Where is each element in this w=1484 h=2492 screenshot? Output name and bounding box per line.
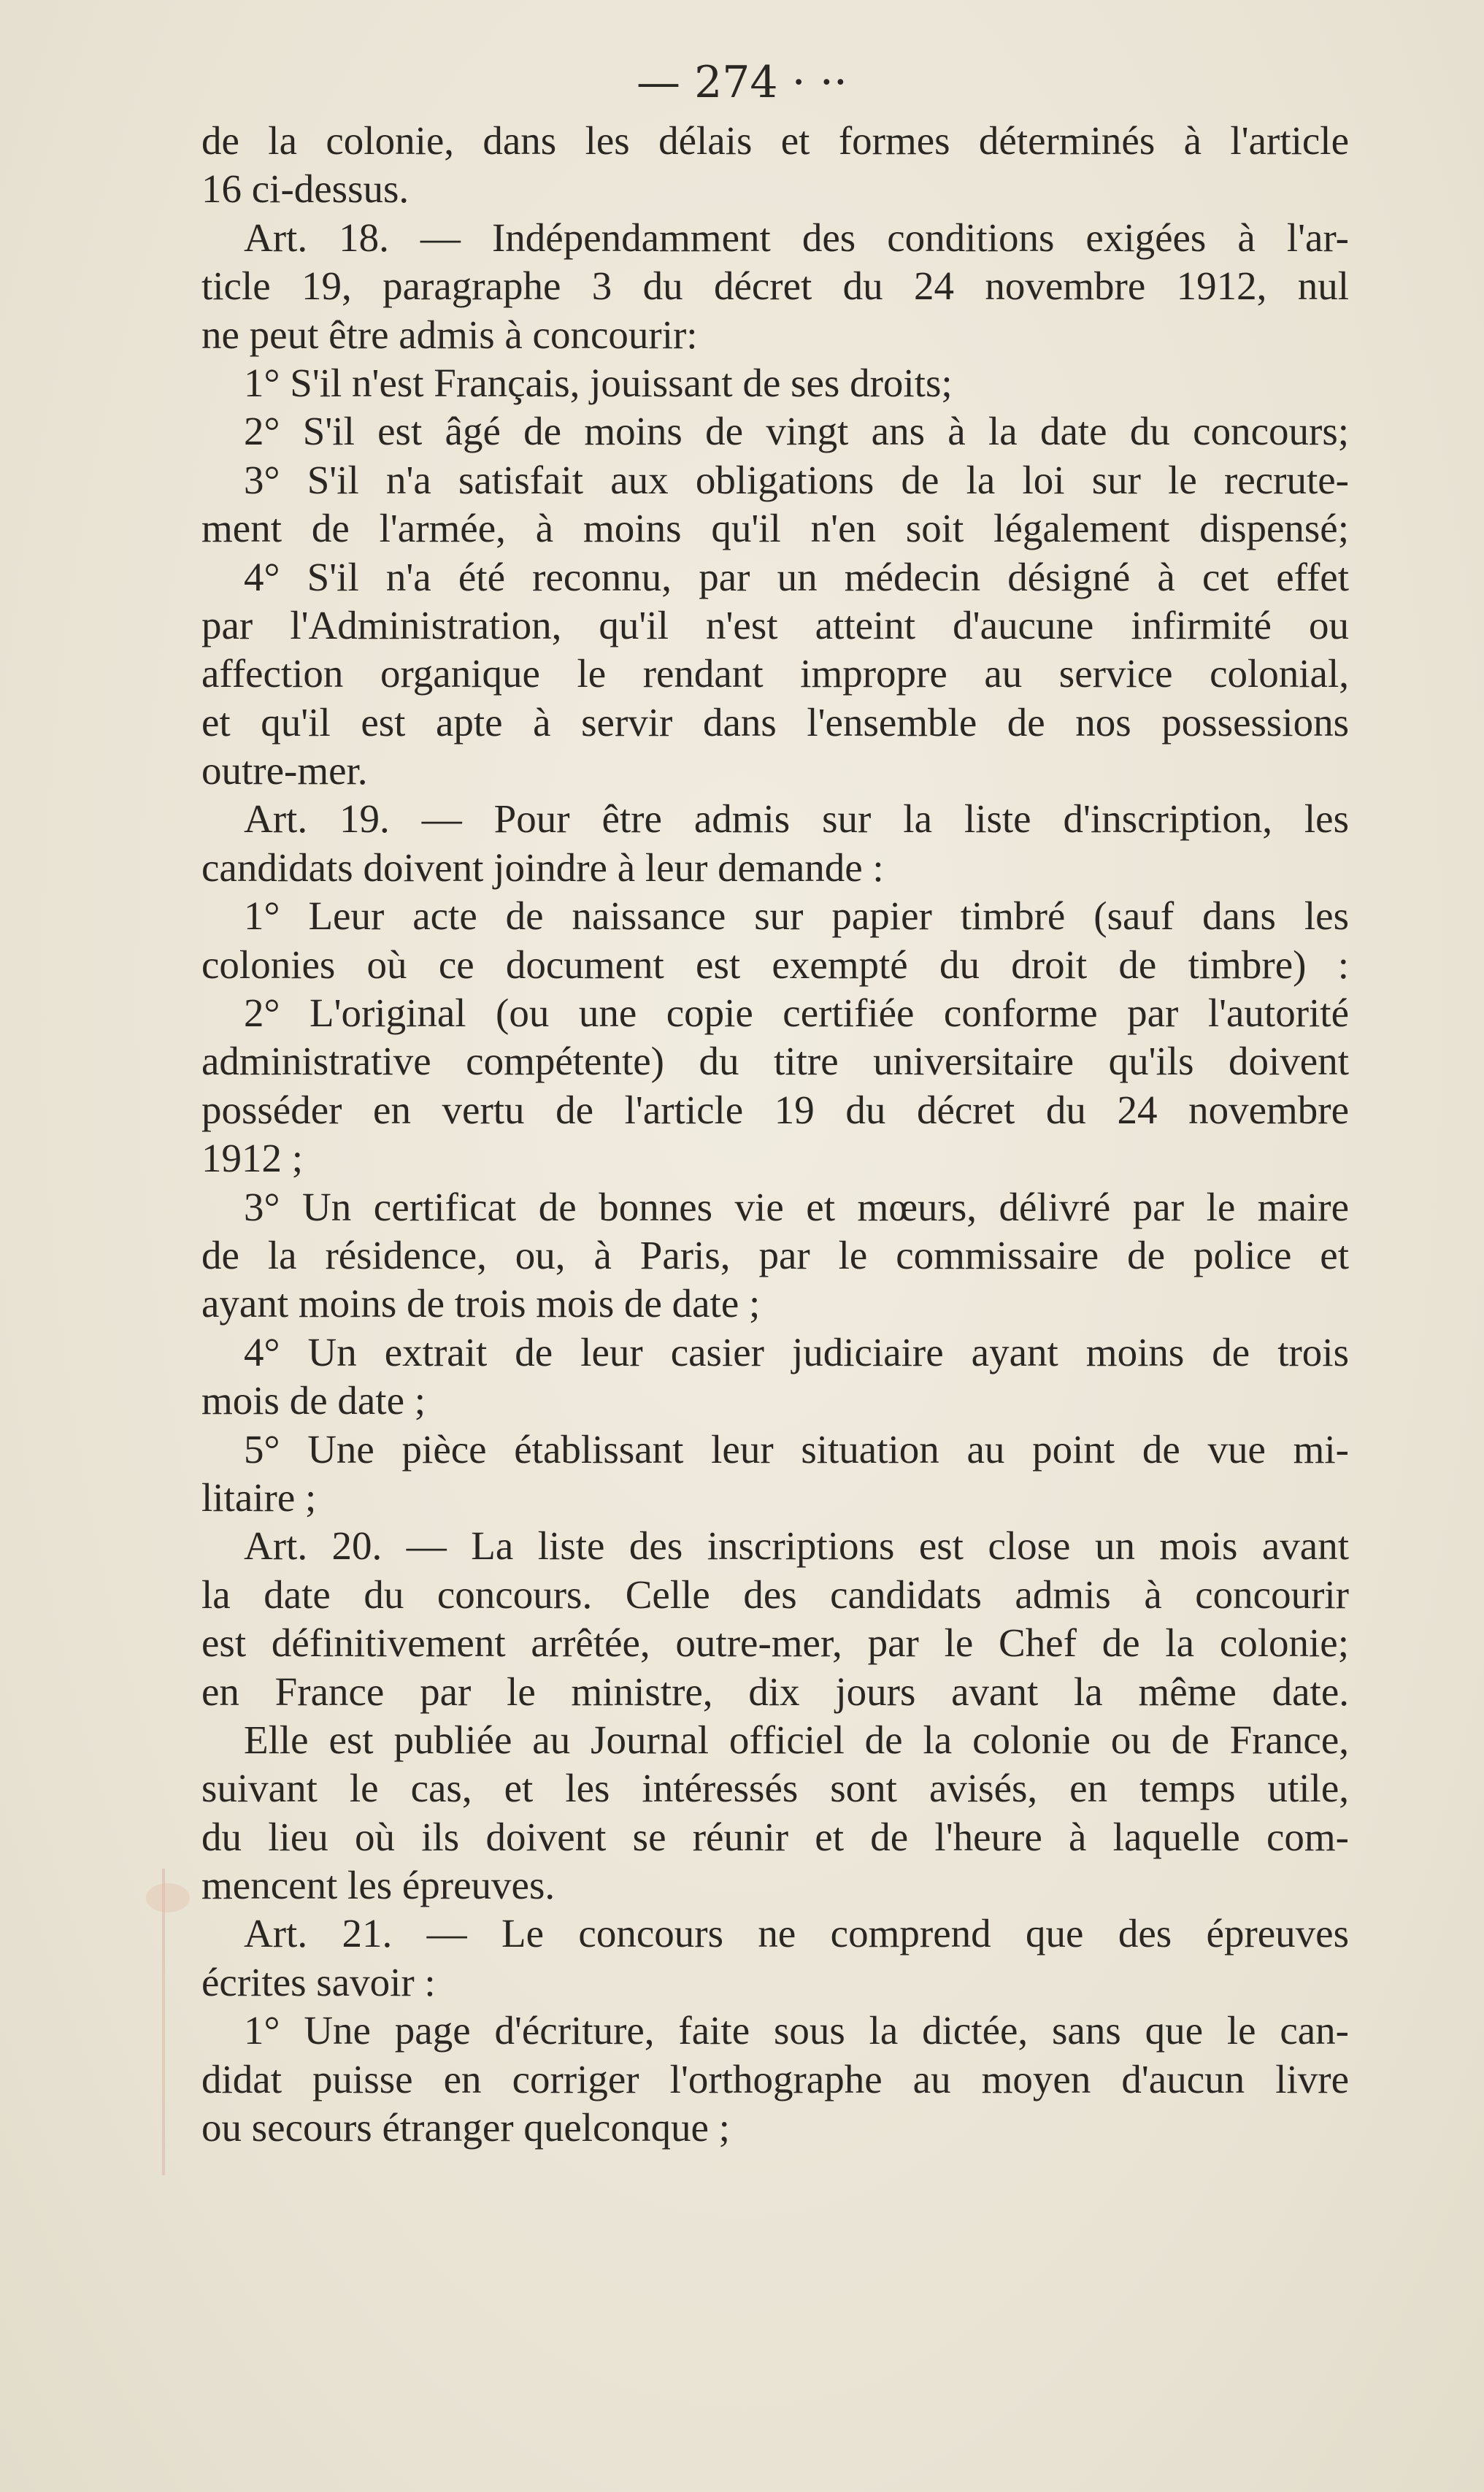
text-line: en France par le ministre, dix jours avant la même date. bbox=[201, 1669, 1349, 1714]
list-item-line: 2° S'il est âgé de moins de vingt ans à la date du concours; bbox=[244, 409, 1349, 454]
text-line: et qu'il est apte à servir dans l'ensemble de nos possessions bbox=[201, 699, 1349, 745]
text-line: ne peut être admis à concourir: bbox=[201, 312, 698, 357]
text-line: affection organique le rendant impropre au service colonial, bbox=[201, 651, 1349, 696]
list-item-line: 1° Leur acte de naissance sur papier timbré (sauf dans les bbox=[244, 893, 1349, 939]
text-line: suivant le cas, et les intéressés sont avisés, en temps utile, bbox=[201, 1766, 1349, 1811]
article-heading-line: Art. 19. — Pour être admis sur la liste d'inscription, les bbox=[244, 796, 1349, 842]
page-edge-stain bbox=[162, 1869, 165, 2175]
list-item-line: 4° S'il n'a été reconnu, par un médecin désigné à cet effet bbox=[244, 554, 1349, 599]
text-line: litaire ; bbox=[201, 1474, 317, 1520]
text-line: Elle est publiée au Journal officiel de la colonie ou de France, bbox=[244, 1717, 1349, 1762]
list-item-line: 5° Une pièce établissant leur situation au point de vue mi- bbox=[244, 1426, 1349, 1472]
list-item-line: 3° Un certificat de bonnes vie et mœurs, délivré par le maire bbox=[244, 1184, 1349, 1229]
list-item-line: 4° Un extrait de leur casier judiciaire ayant moins de trois bbox=[244, 1329, 1349, 1374]
list-item-line: 3° S'il n'a satisfait aux obligations de la loi sur le recrute- bbox=[244, 457, 1349, 502]
text-line: du lieu où ils doivent se réunir et de l'heure à laquelle com- bbox=[201, 1814, 1349, 1859]
text-line: posséder en vertu de l'article 19 du décret du 24 novembre bbox=[201, 1087, 1349, 1132]
page-number: — 274 · ·· bbox=[637, 57, 847, 108]
text-line: ou secours étranger quelconque ; bbox=[201, 2105, 730, 2150]
list-item-line: 1° S'il n'est Français, jouissant de ses droits; bbox=[244, 360, 953, 405]
article-heading-line: Art. 21. — Le concours ne comprend que des épreuves bbox=[244, 1911, 1349, 1956]
text-line: écrites savoir : bbox=[201, 1959, 436, 2004]
text-line: de la colonie, dans les délais et formes déterminés à l'article bbox=[201, 118, 1349, 163]
text-line: colonies où ce document est exempté du droit de timbre) : bbox=[201, 942, 1349, 987]
text-line: outre-mer. bbox=[201, 748, 368, 793]
text-line: de la résidence, ou, à Paris, par le commissaire de police et bbox=[201, 1232, 1349, 1277]
text-line: ayant moins de trois mois de date ; bbox=[201, 1281, 761, 1326]
text-line: didat puisse en corriger l'orthographe au moyen d'aucun livre bbox=[201, 2056, 1349, 2101]
list-item-line: 2° L'original (ou une copie certifiée conforme par l'autorité bbox=[244, 991, 1349, 1036]
paper-stain bbox=[146, 1883, 190, 1912]
text-line: 16 ci-dessus. bbox=[201, 166, 410, 212]
text-line: candidats doivent joindre à leur demande : bbox=[201, 845, 884, 890]
text-line: ment de l'armée, à moins qu'il n'en soit légalement dispensé; bbox=[201, 506, 1349, 551]
article-heading-line: Art. 18. — Indépendamment des conditions exigées à l'ar- bbox=[244, 215, 1349, 260]
list-item-line: 1° Une page d'écriture, faite sous la dictée, sans que le can- bbox=[244, 2008, 1349, 2053]
body-text bbox=[201, 117, 1349, 2152]
text-line: par l'Administration, qu'il n'est atteint d'aucune infirmité ou bbox=[201, 602, 1349, 647]
article-heading-line: Art. 20. — La liste des inscriptions est close un mois avant bbox=[244, 1523, 1349, 1569]
text-line: est définitivement arrêtée, outre-mer, par le Chef de la colonie; bbox=[201, 1620, 1349, 1666]
text-line: ticle 19, paragraphe 3 du décret du 24 novembre 1912, nul bbox=[201, 264, 1349, 309]
text-line: 1912 ; bbox=[201, 1136, 304, 1181]
text-line: mencent les épreuves. bbox=[201, 1863, 555, 1908]
text-line: administrative compétente) du titre universitaire qu'ils doivent bbox=[201, 1039, 1349, 1084]
text-line: la date du concours. Celle des candidats admis à concourir bbox=[201, 1572, 1349, 1617]
text-line: mois de date ; bbox=[201, 1378, 426, 1423]
